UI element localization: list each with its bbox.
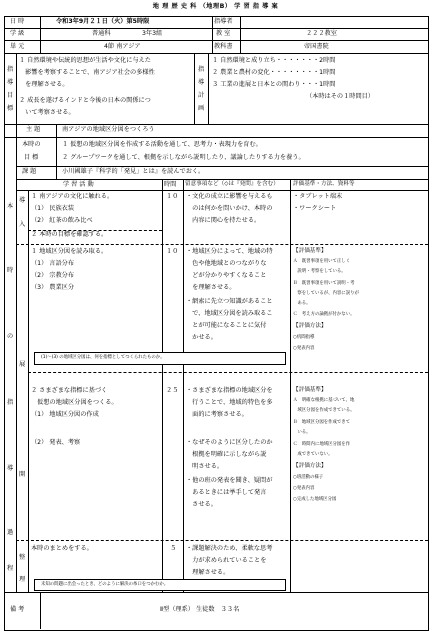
stage-intro-char: 導 [19, 197, 26, 204]
topic-label: 主 題 [26, 126, 41, 133]
develop-b-note-line: ・他の班の発表を聞き、疑問が [186, 477, 273, 484]
summary-note-line: 理解させる。 [186, 569, 230, 576]
develop-b-eval-line: ○班活動の様子 [293, 475, 324, 480]
intro-activity-line: （1） 民族衣装 [31, 205, 75, 212]
develop-b-eval-line: Ｂ 地域区分図を作成できて [293, 420, 351, 425]
develop-b-note-line: 明させる。 [186, 463, 224, 470]
develop-b-time: ２５ [166, 387, 179, 394]
develop-b-eval-line: ○発表内容 [293, 486, 315, 491]
header-activity: 学 習 活 動 [63, 181, 94, 188]
plan-label-char: 画 [198, 105, 205, 112]
develop-a-eval-line: ある。 [293, 301, 311, 306]
develop-a-eval-line: 説明・考察をしている。 [293, 269, 346, 274]
plan-line: １ 自然環境と成り立ち・・・・・・・2時間 [212, 57, 336, 64]
develop-b-eval-line: Ａ 明確な根拠に基づいて、地 [293, 398, 355, 403]
develop-a-eval-line: ○机間指導 [293, 335, 315, 340]
room-value: ２２２教室 [306, 30, 337, 37]
goals-label-char: 標 [7, 105, 14, 112]
date-label: 日 時 [10, 18, 25, 25]
intro-note-line: のは何かを問いかけ、本時の [186, 205, 273, 212]
side-label-char: 過 [7, 529, 14, 536]
goals-line: ２ 成長を遂げるインドと今後の日本の関係につ [19, 97, 151, 104]
footer-label: 備 考 [10, 606, 25, 613]
question-box-1-text: (1)～(3) の地域区分図は、何を指標としてつくられたものか。 [41, 355, 165, 360]
plan-label-char: 指 [198, 66, 205, 73]
page-title: 地 理 歴 史 科 （地理B） 学 習 指 導 案 [152, 3, 279, 10]
develop-b-activity-line: （2） 発表、考察 [31, 439, 81, 446]
grade-course: 普通科 [92, 30, 111, 37]
develop-a-activity-line: （2） 宗教分布 [31, 272, 75, 279]
plan-line: ２ 農業と農村の変化・・・・・・・・1時間 [212, 69, 336, 76]
develop-a-note-line: どが分かりやすくなること [186, 272, 267, 279]
lesson-goal-2: ２ グループワークを通して、根拠を示しながら説明したり、議論したりする力を養う。 [62, 154, 305, 161]
develop-b-eval-line: いる。 [293, 430, 311, 435]
room-label: 教 室 [216, 30, 231, 37]
header-notes: 留意事項など（◇は『発問』を含む） [185, 181, 279, 187]
intro-note-line: 内容に関心を持たせる。 [186, 217, 261, 224]
stage-develop-char: 開 [19, 471, 26, 478]
lesson-goal-label-1: 本時の [22, 141, 41, 148]
develop-b-note-line: 行うことで、地域的特色を多 [186, 399, 273, 406]
develop-a-time: １０ [166, 248, 179, 255]
summary-note-line: 力が求められていることを [186, 557, 267, 564]
develop-a-note-line: を理解させる。 [186, 284, 236, 291]
textbook-value: 帝国書院 [304, 43, 329, 50]
develop-a-note-line: とが可能になることに気付 [186, 322, 267, 329]
summary-time: ５ [170, 545, 177, 552]
develop-b-note-line: ・なぜそのように区分したのか [186, 439, 273, 446]
textbook-label: 教科書 [214, 43, 233, 50]
plan-label-char: 導 [198, 79, 205, 86]
goals-label-char: 目 [7, 92, 14, 99]
side-label-char: の [7, 333, 14, 340]
side-label-char: 時 [7, 267, 14, 274]
develop-b-eval-line: 【評価方法】 [293, 463, 327, 469]
develop-b-note-line: させる。 [186, 501, 217, 508]
intro-eval-line: ・ワークシート [293, 205, 337, 212]
grade-label: 学 級 [10, 30, 25, 37]
develop-a-eval-line: Ｃ 考え方の論拠が付かない。 [293, 312, 355, 317]
develop-a-eval-line: 【評価基準】 [293, 248, 327, 254]
date-value: 令和3年9月２１日（火）第5時限 [56, 18, 150, 25]
plan-label-char: 計 [198, 92, 205, 99]
develop-b-activity-line: （1） 地域区分図の作成 [31, 411, 99, 418]
plan-line: ３ 工業の進展と日本との関わり・・・1時間 [212, 81, 336, 88]
summary-note-line: ・課題解決のため、柔軟な思考 [186, 545, 273, 552]
stage-summary-char: 整 [19, 554, 26, 561]
instructor-label: 指導者 [214, 18, 233, 25]
develop-a-activity-line: １ 地域区分図を読み取る。 [31, 248, 108, 255]
question-box-2-text: 未知の問題に出会ったとき、どのように解決の糸口をつかむか。 [41, 582, 169, 587]
develop-b-activity-line: 仮想の地域区分図をつくる。 [31, 399, 118, 406]
develop-a-note-line: 色や他地域とのつながりな [186, 260, 267, 267]
develop-a-eval-line: 察をしているが、内容に誤りが [293, 291, 359, 296]
goals-line: を理解させる。 [19, 81, 69, 88]
develop-b-eval-line: Ｃ 時間内に地域区分図を作 [293, 442, 351, 447]
goals-line: いて考察させる。 [19, 109, 75, 116]
develop-a-note-line: ・地域区分によって、地域の特 [186, 248, 273, 255]
develop-b-note-line: 面的に考察させる。 [186, 411, 248, 418]
intro-eval-line: ・タブレット端末 [293, 193, 343, 200]
side-label-char: 程 [7, 565, 14, 572]
develop-b-eval-line: 【評価基準】 [293, 387, 327, 393]
develop-b-activity-line: ２ さまざまな指標に基づく [31, 387, 108, 394]
develop-a-eval-line: Ｂ 既習事項を用いて説明・考 [293, 281, 355, 286]
intro-time: １０ [166, 193, 179, 200]
develop-b-eval-line: 域区分図を作成できている。 [293, 408, 355, 413]
intro-activity-line: １ 南アジアの文化に触れる。 [31, 193, 114, 200]
develop-b-eval-line: 成できていない。 [293, 452, 333, 457]
side-label-char: 導 [7, 465, 14, 472]
assignment-label: 課 題 [22, 168, 37, 175]
unit-label: 単 元 [10, 43, 25, 50]
goals-line: 影響を考察することで、南アジア社会の多様性 [19, 69, 155, 76]
stage-develop-char: 展 [19, 361, 26, 368]
develop-b-note-line: 根拠を明確に示しながら説 [186, 451, 267, 458]
stage-intro-char: 入 [19, 221, 26, 228]
question-box-1 [34, 352, 286, 365]
develop-a-eval-line: Ａ 既習事項を用いて正しく [293, 259, 351, 264]
goals-line: １ 自然環境や伝統的思想が生活や文化に与えた [19, 57, 151, 64]
plan-line: （本時はその１時間目） [306, 93, 375, 100]
header-time: 時間 [164, 181, 177, 188]
lesson-goal-label-2: 目 標 [24, 154, 39, 161]
develop-a-activity-line: （3） 農業区分 [31, 284, 75, 291]
lesson-goal-1: １ 仮想の地域区分図を作成する活動を通して、思考力・表現力を育む。 [62, 141, 262, 148]
unit-value: 4節 南アジア [104, 43, 141, 50]
intro-note-line: ・文化の成立に影響を与えるも [186, 193, 273, 200]
footer-value: Ⅱ型（理系） 生徒数 ３３名 [160, 606, 240, 613]
topic-value: 南アジアの地域区分図をつくろう [62, 126, 155, 133]
header-eval: 評価基準・方法、資料等 [293, 181, 355, 187]
question-box-2 [34, 579, 286, 591]
develop-a-activity-line: （1） 言語分布 [31, 260, 75, 267]
develop-b-note-line: あるときには挙手して発言 [186, 489, 267, 496]
develop-a-eval-line: ○発表内容 [293, 346, 315, 351]
assignment-value: 小川國雄子『科学的「発見」とは』を読んでおく。 [62, 168, 205, 175]
side-label-char: 指 [7, 399, 14, 406]
develop-a-note-line: かせる。 [186, 334, 217, 341]
develop-b-note-line: ・さまざまな指標の地域区分を [186, 387, 273, 394]
intro-activity-line: （2） 紅茶の飲み比べ [31, 217, 93, 224]
develop-a-note-line: ・網索に先立つ知識があること [186, 298, 273, 305]
summary-activity: 本時のまとめをする。 [31, 545, 93, 552]
side-label-char: 本 [7, 203, 14, 210]
develop-a-note-line: で、地域区分図を読み取るこ [186, 310, 273, 317]
goals-label-char: 指 [7, 66, 14, 73]
goals-label-char: 導 [7, 79, 14, 86]
stage-summary-char: 理 [19, 576, 26, 583]
intro-activity-line: ２ 本時の目標を確認する。 [31, 231, 108, 238]
develop-a-eval-line: 【評価方法】 [293, 323, 327, 329]
develop-b-eval-line: ○完成した地域区分図 [293, 497, 337, 502]
grade-class: 3年3組 [142, 30, 163, 37]
